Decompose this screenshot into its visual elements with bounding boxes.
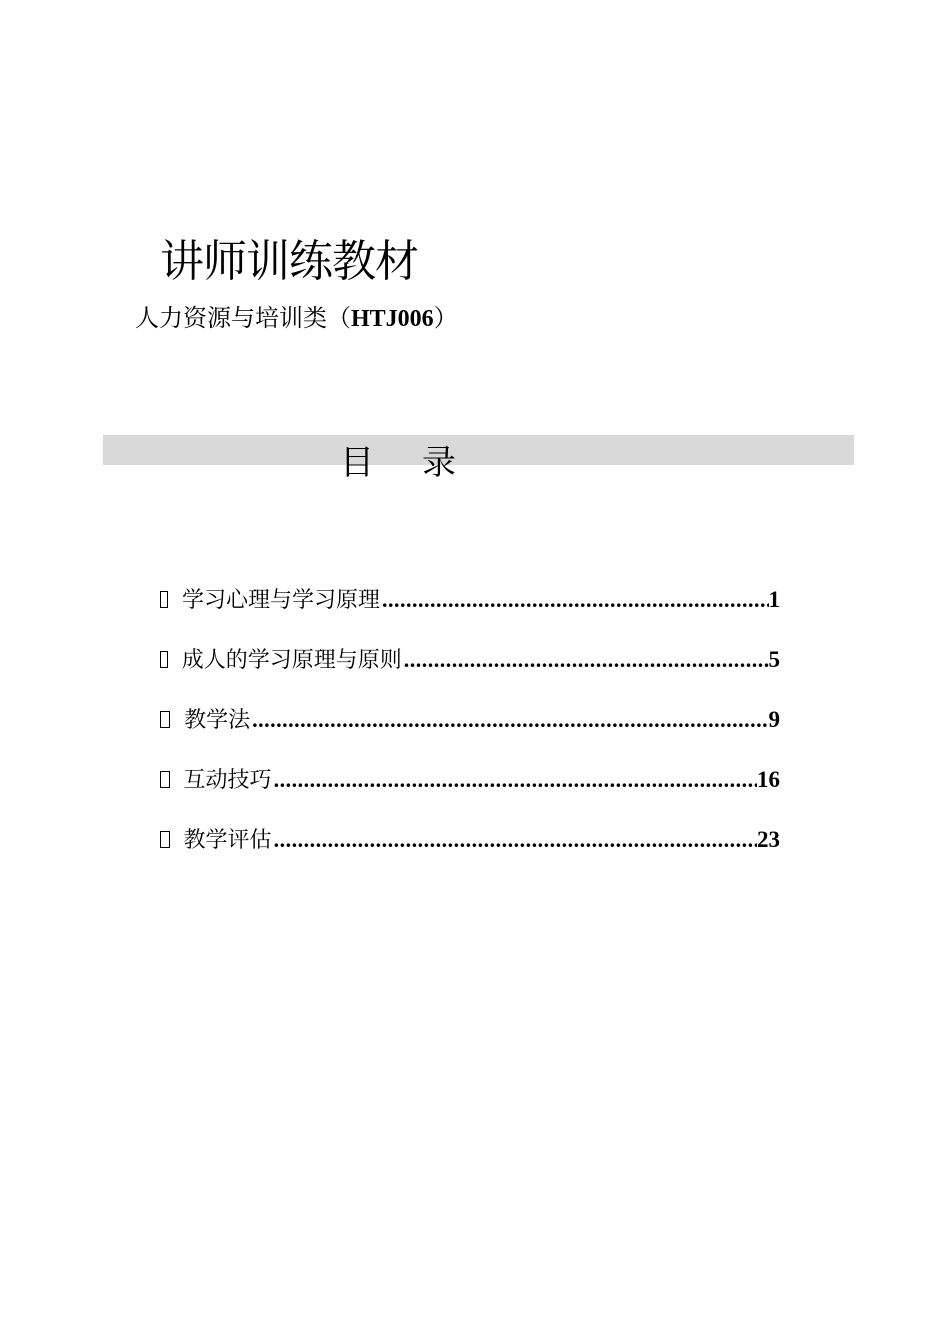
toc-heading — [340, 441, 456, 485]
subtitle-category: 人力资源与培训类（ — [135, 304, 351, 332]
toc-entry-page: 23 — [757, 827, 780, 852]
toc-heading-band — [103, 435, 854, 465]
toc-dot-leader — [382, 582, 768, 618]
subtitle-code: HTJ006 — [351, 306, 434, 332]
toc-entry-page: 5 — [768, 647, 780, 672]
toc-entry[interactable] — [160, 702, 780, 762]
table-of-contents — [160, 582, 780, 882]
toc-entry-label: 学习心理与学习原理 — [182, 588, 381, 613]
checkbox-square-icon — [160, 771, 170, 788]
checkbox-square-icon — [160, 711, 170, 728]
toc-entry-page: 9 — [768, 707, 780, 732]
toc-heading-second-char: 录 — [422, 443, 456, 483]
toc-entry[interactable] — [160, 822, 780, 882]
checkbox-square-icon — [160, 831, 170, 848]
toc-dot-leader — [274, 762, 757, 798]
toc-entry-label: 教学评估 — [183, 828, 272, 853]
toc-heading-first-char: 目 — [340, 443, 374, 483]
toc-entry-page: 16 — [757, 767, 780, 792]
document-subtitle — [135, 302, 458, 335]
toc-dot-leader — [274, 822, 757, 858]
document-title: 讲师训练教材 — [160, 236, 418, 287]
toc-entry-label: 成人的学习原理与原则 — [181, 648, 402, 673]
toc-entry-label: 互动技巧 — [183, 768, 272, 793]
toc-dot-leader — [404, 642, 769, 678]
toc-entry[interactable] — [160, 582, 780, 642]
toc-entry-page: 1 — [768, 587, 780, 612]
toc-dot-leader — [252, 702, 768, 738]
toc-entry[interactable] — [160, 762, 780, 822]
checkbox-square-icon — [160, 591, 168, 608]
toc-entry[interactable] — [160, 642, 780, 702]
subtitle-closing: ） — [433, 304, 458, 332]
checkbox-square-icon — [160, 651, 168, 668]
toc-entry-label: 教学法 — [184, 708, 251, 733]
